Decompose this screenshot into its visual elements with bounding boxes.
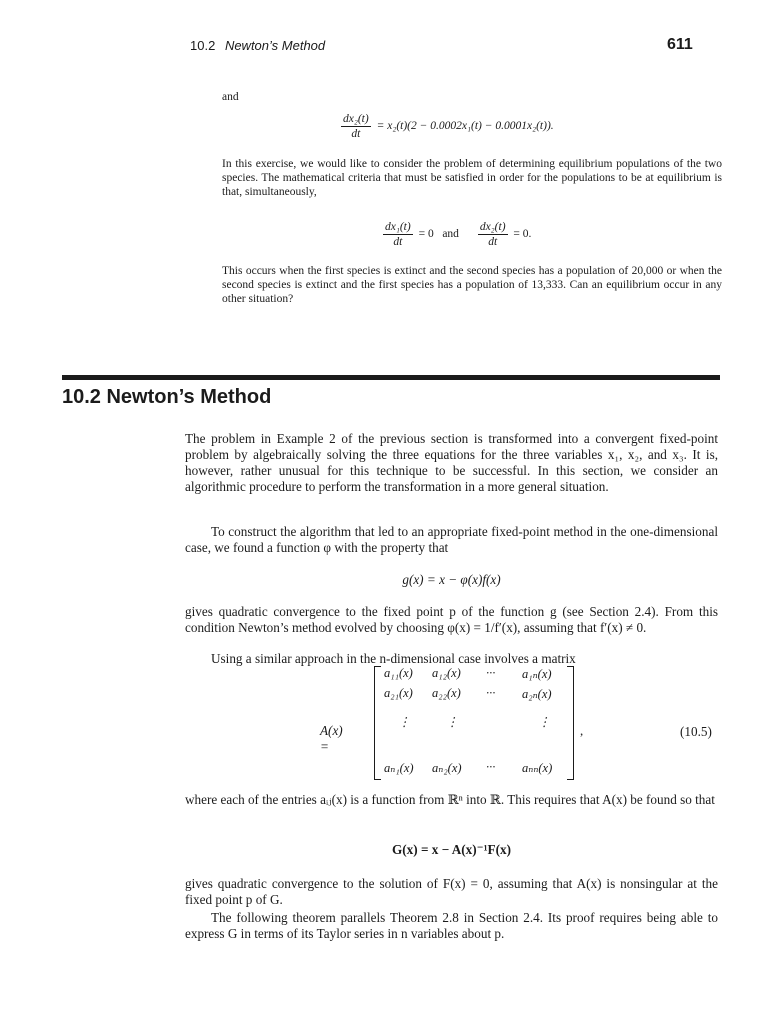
matrix-cell: aₙ₁(x) bbox=[384, 761, 414, 775]
matrix-cell: a₁ₙ(x) bbox=[522, 667, 552, 681]
body-paragraph-2: To construct the algorithm that led to an appropriate fixed-point method in the one-dimensional case, we found a function φ with the property that bbox=[185, 524, 718, 555]
matrix-comma: , bbox=[580, 723, 584, 738]
matrix-cell: a₂₁(x) bbox=[384, 686, 413, 700]
body-paragraph-4: Using a similar approach in the n-dimensional case involves a matrix bbox=[211, 651, 576, 666]
page-number: 611 bbox=[667, 36, 693, 53]
matrix-cell: ··· bbox=[486, 760, 496, 774]
equation-dx2 bbox=[338, 112, 554, 141]
fraction-dx1-dt bbox=[383, 220, 413, 249]
body-paragraph-5: where each of the entries aᵢⱼ(x) is a function from ℝⁿ into ℝ. This requires that A(x) be found so that bbox=[185, 792, 715, 807]
exercise-paragraph-2: This occurs when the first species is extinct and the second species has a population of 20,000 or when the second species is extinct and the first species has a population of 13,333. Can an equilibrium occur in any other situation? bbox=[222, 265, 722, 305]
header-section-number: 10.2 bbox=[190, 38, 216, 53]
fraction-dx2-dt bbox=[478, 220, 508, 249]
matrix-lhs: A(x) = bbox=[320, 723, 343, 754]
matrix-cell: ⋮ bbox=[398, 715, 411, 729]
body-paragraph-1: The problem in Example 2 of the previous section is transformed into a convergent fixed-point problem by algebraically solving the three equations for the three variables x₁, x₂, and x₃. It is, however, rather unusual for this technique to be successful. In this section, we consider an algorithmic procedure to perform the transformation in a more general situation. bbox=[185, 431, 718, 494]
matrix-cell: a₁₂(x) bbox=[432, 666, 461, 680]
matrix-cell: a₂ₙ(x) bbox=[522, 687, 552, 701]
fraction-denominator: dt bbox=[488, 236, 498, 248]
section-title: 10.2 Newton’s Method bbox=[62, 386, 272, 408]
matrix-cell: ··· bbox=[486, 686, 496, 700]
body-paragraph-3: gives quadratic convergence to the fixed point p of the function g (see Section 2.4). From this condition Newton’s method evolved by choosing φ(x) = 1/f′(x), assuming that f′(x) ≠ 0. bbox=[185, 604, 718, 635]
matrix-cell: ⋮ bbox=[446, 715, 459, 729]
equation-end: = 0. bbox=[513, 228, 532, 241]
equation-G: G(x) = x − A(x)⁻¹F(x) bbox=[392, 842, 511, 857]
exercise-paragraph-1: In this exercise, we would like to consider the problem of determining equilibrium populations of the two species. The mathematical criteria that must be satisfied in order for the populations to be at equilibrium is that, simultaneously, bbox=[222, 158, 722, 198]
fraction-numerator: dx₂(t) bbox=[479, 221, 506, 233]
matrix-A bbox=[374, 666, 574, 780]
matrix-right-bracket bbox=[567, 666, 574, 780]
fraction-numerator: dx₁(t) bbox=[385, 221, 411, 233]
section-rule bbox=[62, 375, 720, 380]
matrix-cell: a₁₁(x) bbox=[384, 666, 413, 680]
fraction-numerator: dx₂(t) bbox=[343, 113, 369, 125]
equation-number: (10.5) bbox=[680, 724, 712, 739]
matrix-cell: aₙ₂(x) bbox=[432, 761, 462, 775]
body-paragraph-6: gives quadratic convergence to the solution of F(x) = 0, assuming that A(x) is nonsingular at the fixed point p of G. bbox=[185, 876, 718, 907]
equation-and: = 0 and bbox=[418, 228, 459, 241]
fraction-denominator: dt bbox=[393, 236, 403, 248]
running-header bbox=[190, 38, 325, 53]
matrix-left-bracket bbox=[374, 666, 381, 780]
equilibrium-equations bbox=[380, 220, 531, 249]
matrix-cell: aₙₙ(x) bbox=[522, 761, 553, 775]
matrix-cell: ··· bbox=[486, 666, 496, 680]
equation-rhs: = x₂(t)(2 − 0.0002x₁(t) − 0.0001x₂(t)). bbox=[376, 120, 554, 133]
matrix-cell: a₂₂(x) bbox=[432, 686, 461, 700]
fraction-dx2-dt bbox=[341, 112, 371, 141]
matrix-cell: ⋮ bbox=[538, 715, 551, 729]
header-section-title: Newton’s Method bbox=[224, 38, 326, 53]
and-word: and bbox=[222, 91, 239, 103]
body-paragraph-7: The following theorem parallels Theorem 2.8 in Section 2.4. Its proof requires being able to express G in terms of its Taylor series in n variables about p. bbox=[185, 910, 718, 941]
equation-g: g(x) = x − φ(x)f(x) bbox=[402, 572, 501, 587]
fraction-denominator: dt bbox=[351, 128, 361, 140]
